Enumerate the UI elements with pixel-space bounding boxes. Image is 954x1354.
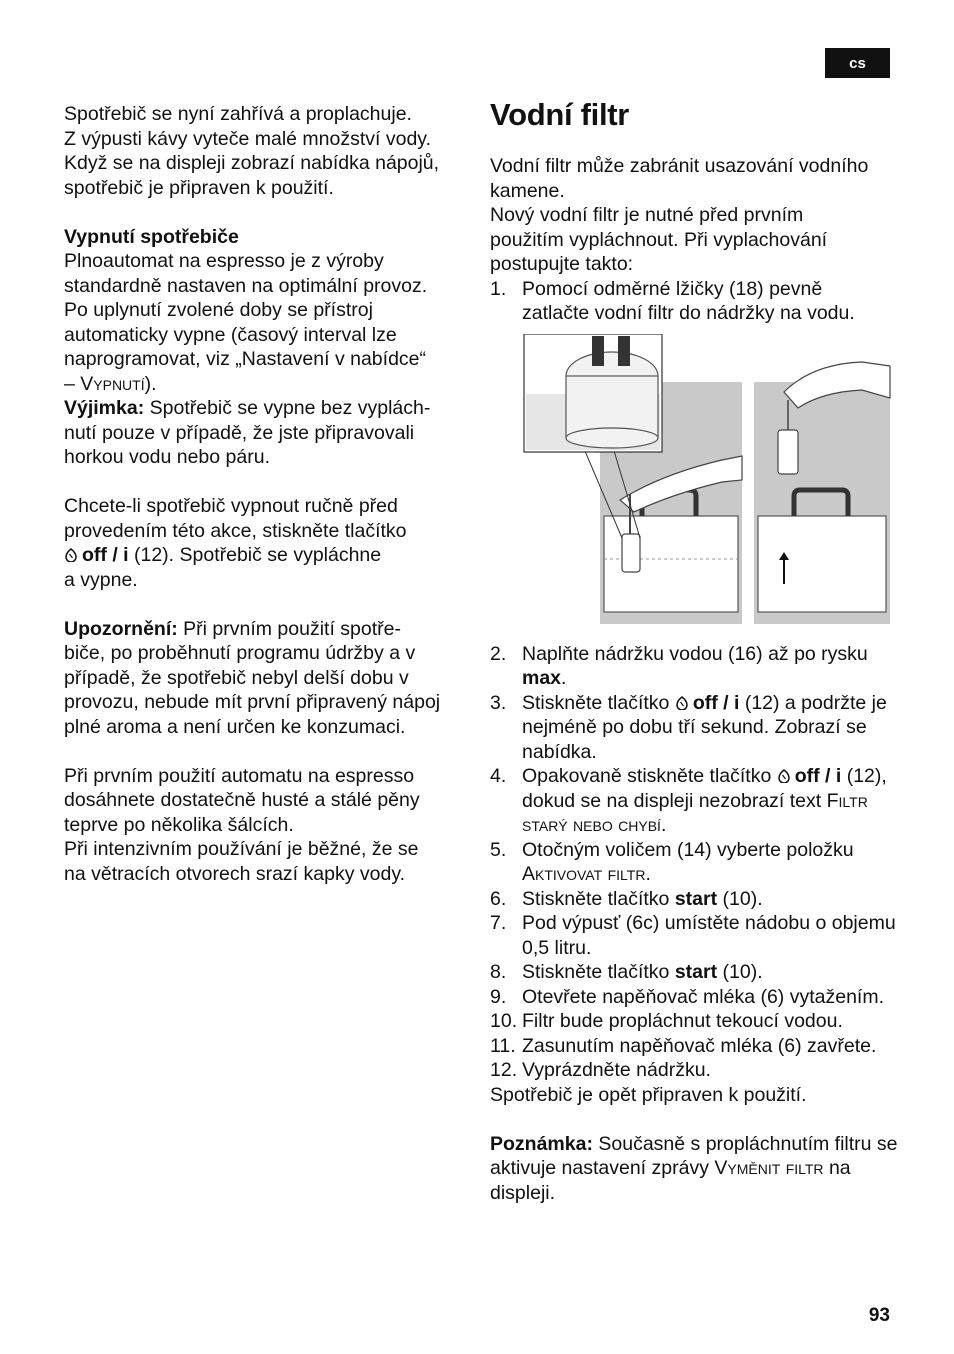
step-text-pre: Stiskněte tlačítko (522, 691, 675, 714)
step-number: 5. (490, 838, 507, 861)
first-use-line: dosáhnete dostatečně husté a stálé pěny (64, 789, 420, 811)
step-text (522, 911, 900, 960)
step-item (490, 642, 900, 691)
steps-list-1 (490, 277, 900, 326)
filter-intro-line: Nový vodní filtr je nutné před prvním (490, 204, 804, 226)
step-text-pre: Naplňte nádržku vodou (16) až po rysku (522, 642, 868, 665)
step-text (522, 960, 900, 985)
step-number: 1. (490, 277, 507, 300)
off-info-button-label: off / i (82, 544, 129, 566)
ready-text: Spotřebič je opět připraven k použití. (490, 1083, 807, 1106)
step-text-end: . (645, 863, 651, 885)
step-text-pre: Otevřete napěňovač mléka (6) vytažením. (522, 985, 884, 1008)
step-text-end: . (660, 814, 667, 836)
notice-line: plné aroma a není určen ke konzumaci. (64, 715, 406, 738)
power-icon (777, 769, 791, 783)
filter-illustration (522, 334, 902, 624)
off-text-line: Plnoautomat na espresso je z výroby (64, 250, 384, 272)
step-text-post: (10). (717, 887, 763, 910)
filter-intro-line: Vodní filtr může zabránit usazování vodního (490, 155, 869, 177)
right-column (490, 96, 900, 1205)
step-item (490, 1009, 900, 1034)
step-text-post: (12) a podržte je nejméně po dobu tří sekund. Zobrazí se nabídka. (522, 691, 887, 763)
step-text (522, 1034, 900, 1059)
off-ref-suffix: ). (144, 372, 157, 395)
step-text (522, 838, 900, 887)
notice-line (64, 617, 464, 642)
step-text (522, 764, 900, 838)
step-number: 7. (490, 912, 507, 934)
off-ref-line (64, 372, 464, 397)
notice-text: Při prvním použití spotře- (177, 617, 401, 640)
power-icon (675, 696, 689, 710)
off-ref: Vypnutí (80, 372, 145, 395)
step1-line: zatlačte vodní filtr do nádržky na vodu. (522, 302, 855, 324)
manual-line: provedením této akce, stiskněte tlačítko (64, 519, 407, 542)
step-item (490, 911, 900, 960)
step-text-post: . (561, 667, 567, 689)
exception-line (64, 396, 464, 421)
step-text-pre: Zasunutím napěňovač mléka (6) zavřete. (522, 1034, 877, 1057)
display-message: Aktivovat filtr (522, 863, 646, 885)
page-number: 93 (868, 1305, 890, 1326)
power-icon (64, 548, 78, 562)
off-text-line: naprogramovat, viz „Nastavení v nabídce“ (64, 348, 427, 370)
off-text-line: automaticky vypne (časový interval lze (64, 323, 397, 346)
step-item (490, 1034, 900, 1059)
step-item (490, 691, 900, 765)
first-use-line: na větracích otvorech srazí kapky vody. (64, 862, 406, 885)
manual-after: (12). Spotřebič se vypláchne (128, 544, 382, 566)
off-text-line: standardně nastaven na optimální provoz. (64, 274, 428, 297)
filter-insertion-drawing (522, 334, 902, 624)
off-text-line: Po uplynutí zvolené doby se přístroj (64, 299, 373, 321)
intro-line: Když se na displeji zobrazí nabídka nápojů, (64, 152, 440, 174)
step-item (490, 277, 900, 326)
step-item (490, 838, 900, 887)
section-title: Vodní filtr (490, 97, 630, 132)
step-text-pre: Filtr bude propláchnut tekoucí vodou. (522, 1010, 843, 1032)
exception-text: Spotřebič se vypne bez vyplách- (144, 397, 431, 419)
step1-line: Pomocí odměrné lžičky (18) pevně (522, 277, 823, 300)
note-paragraph (490, 1132, 900, 1206)
off-info-button-label: off / i (692, 691, 740, 714)
step-number: 10. (490, 1010, 518, 1032)
note-label: Poznámka: (490, 1132, 593, 1155)
first-use-line: teprve po několika šálcích. (64, 813, 294, 836)
small-filter (622, 534, 640, 572)
intro-line: Z výpusti kávy vyteče malé množství vody. (64, 127, 432, 150)
step-number: 12. (490, 1059, 518, 1081)
notice-line: případě, že spotřebič nebyl delší dobu v (64, 666, 409, 689)
step-bold: start (674, 961, 718, 983)
manual-line: a vypne. (64, 568, 138, 591)
step-item (490, 960, 900, 985)
step-text-pre: Stiskněte tlačítko (522, 961, 675, 983)
exception-line: horkou vodu nebo páru. (64, 446, 270, 468)
note-message: Vyměnit filtr (714, 1157, 824, 1179)
water-tank-rinse (758, 516, 886, 612)
step-item (490, 1058, 900, 1083)
step-text-pre: Stiskněte tlačítko (522, 887, 675, 910)
step-text-pre: Opakovaně stiskněte tlačítko (522, 765, 777, 787)
filter-intro-line: postupujte takto: (490, 253, 634, 275)
note-end: na displeji. (490, 1157, 851, 1204)
manual-button-line (64, 543, 464, 568)
filter-intro-line: použitím vypláchnout. Při vyplachování (490, 228, 828, 251)
step-number: 6. (490, 887, 507, 910)
step-text (522, 887, 900, 912)
step-item (490, 764, 900, 838)
step-text (522, 642, 900, 691)
steps-list-2 (490, 642, 900, 1083)
notice-line: biče, po proběhnutí programu údržby a v (64, 642, 416, 664)
step-bold: max (522, 667, 562, 689)
note-text: Současně s propláchnutím filtru se aktivuje nastavení zprávy (490, 1132, 898, 1179)
exception-line: nutí pouze v případě, že jste připravovali (64, 421, 415, 444)
off-info-button-label: off / i (794, 765, 842, 787)
display-message: Filtr starý nebo chybí (522, 789, 868, 836)
step-text-post: (12), dokud se na displeji nezobrazí text (522, 765, 887, 812)
step-number: 3. (490, 691, 507, 714)
step-text (522, 277, 900, 326)
exception-label: Výjimka: (64, 397, 145, 419)
step-number: 9. (490, 985, 507, 1008)
step-text-pre: Vyprázdněte nádržku. (522, 1059, 711, 1081)
off-ref-prefix: – (64, 372, 81, 395)
off-heading: Vypnutí spotřebiče (64, 225, 239, 248)
step-number: 2. (490, 642, 507, 665)
step-text (522, 1058, 900, 1083)
step-text (522, 691, 900, 765)
step-text-post: (10). (717, 961, 763, 983)
left-column (64, 102, 464, 886)
notice-line: provozu, nebude mít první připravený nápoj (64, 691, 441, 713)
step-number: 4. (490, 765, 507, 787)
step-text (522, 985, 900, 1010)
manual-line: Chcete-li spotřebič vypnout ručně před (64, 495, 398, 517)
step-number: 8. (490, 961, 507, 983)
step-bold: start (674, 887, 718, 910)
step-text-pre: Otočným voličem (14) vyberte položku (522, 838, 854, 861)
first-use-line: Při prvním použití automatu na espresso (64, 764, 415, 787)
hanging-filter (778, 430, 798, 474)
spoon-handle (592, 336, 604, 366)
language-badge: cs (825, 48, 890, 78)
step-number: 11. (490, 1034, 516, 1057)
step-text (522, 1009, 900, 1034)
first-use-line: Při intenzivním používání je běžné, že se (64, 838, 419, 860)
filter-intro-line: kamene. (490, 179, 565, 202)
step-item (490, 887, 900, 912)
notice-label: Upozornění: (64, 617, 178, 640)
step-text-pre: Pod výpusť (6c) umístěte nádobu o objemu 0,5 litru. (522, 912, 896, 959)
intro-line: spotřebič je připraven k použití. (64, 176, 334, 199)
intro-line: Spotřebič se nyní zahřívá a proplachuje. (64, 103, 412, 125)
step-item (490, 985, 900, 1010)
